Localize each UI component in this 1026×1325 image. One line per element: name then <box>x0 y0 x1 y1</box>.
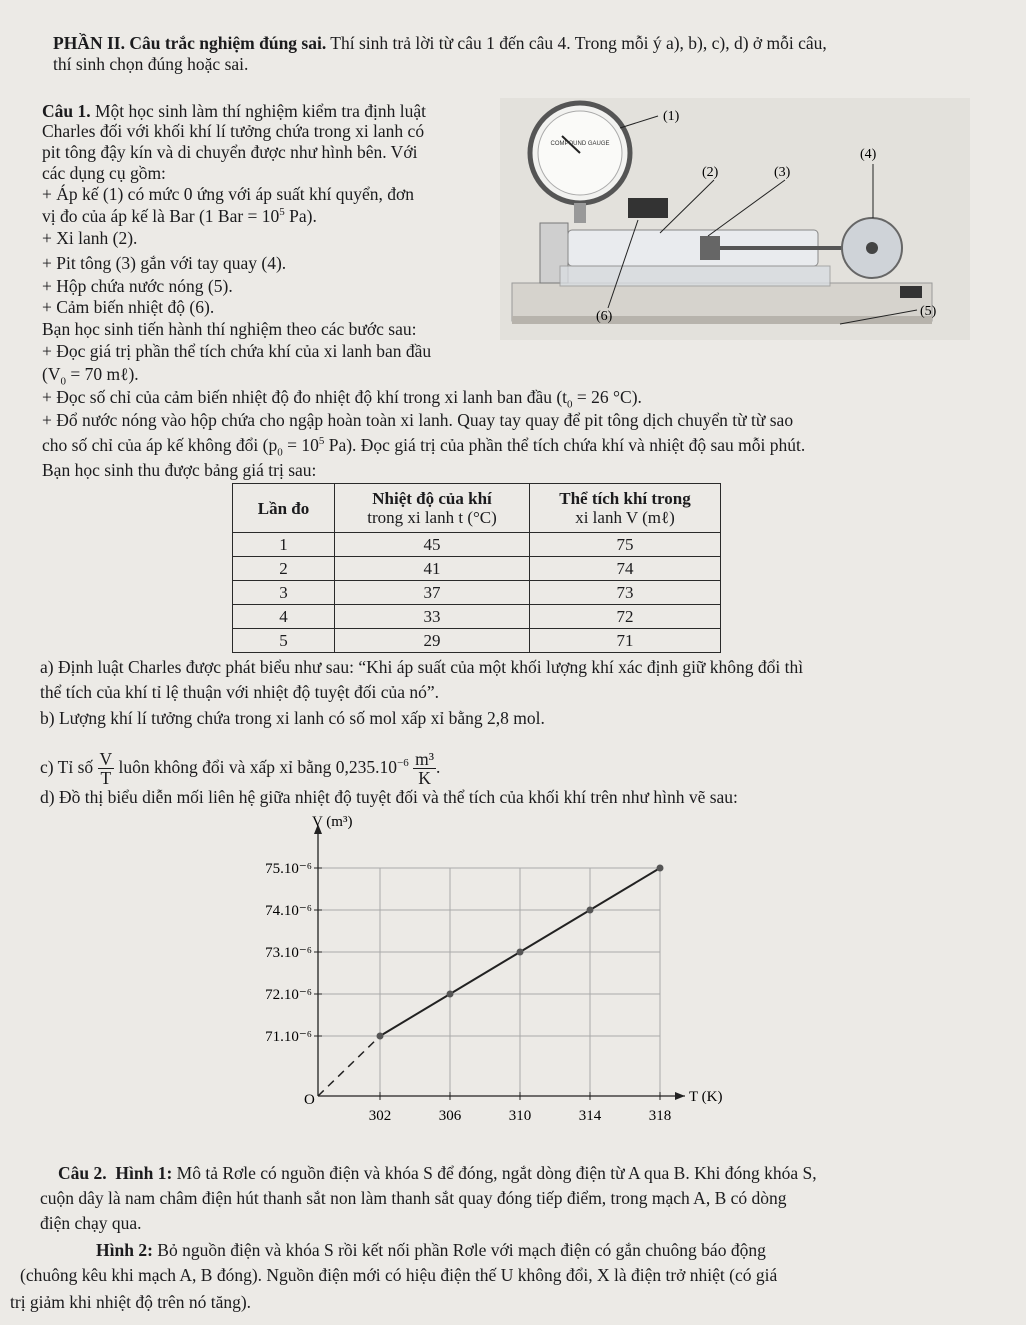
q2-line-6: trị giảm khi nhiệt độ trên nó tăng). <box>10 1292 252 1312</box>
data-table <box>232 483 721 653</box>
eq-ten: = 10 <box>282 435 319 455</box>
y-tick-label-73: 73.10⁻⁶ <box>265 945 312 961</box>
fraction-m3-over-k <box>413 750 436 787</box>
q1-line-14 <box>42 387 642 411</box>
x-tick-label-310: 310 <box>508 1108 532 1124</box>
statement-a-line-1 <box>40 657 803 677</box>
q2-line-5: (chuông kêu khi mạch A, B đóng). Nguồn điện mới có hiệu điện thế U không đổi, X là điện trở nhiệt (có giá <box>20 1265 778 1285</box>
piston <box>700 236 720 260</box>
data-point-310 <box>517 949 524 956</box>
crank-hub <box>866 242 878 254</box>
water-box <box>560 266 830 286</box>
base-platform <box>512 283 932 321</box>
label-1: (1) <box>663 109 680 124</box>
x-axis-arrow <box>675 1092 685 1100</box>
x-tick-label-314: 314 <box>578 1108 602 1124</box>
q1-line-2: Charles đối với khối khí lí tưởng chứa trong xi lanh có <box>42 121 425 141</box>
x-axis-label: T (K) <box>689 1089 723 1105</box>
q1-line-12: + Đọc giá trị phần thể tích chứa khí của xi lanh ban đầu <box>42 341 432 361</box>
header-temperature-line-2: trong xi lanh t (°C) <box>367 508 497 527</box>
extrapolation-dashed-line <box>318 1036 380 1096</box>
apparatus-figure <box>500 98 970 340</box>
frac-numerator-m3: m³ <box>415 749 435 770</box>
statement-a-line-2: thể tích của khí tỉ lệ thuận với nhiệt độ tuyệt đối của nó”. <box>40 682 440 702</box>
p0-tail: Pa). Đọc giá trị của phần thể tích chứa khí và nhiệt độ sau mỗi phút. <box>324 435 806 455</box>
header-measurement: Lần đo <box>233 484 335 533</box>
table-row <box>233 581 721 605</box>
y-axis-label: V (m³) <box>312 814 353 830</box>
cell-index: 2 <box>233 557 335 581</box>
q2-line-4 <box>96 1240 766 1260</box>
statement-c-pre: c) Tỉ số <box>40 757 94 777</box>
cell-index: 5 <box>233 629 335 653</box>
label-3: (3) <box>774 165 791 180</box>
cell-temperature: 37 <box>335 581 530 605</box>
cell-volume: 75 <box>530 533 721 557</box>
p0-text: cho số chỉ của áp kế không đổi (p <box>42 435 278 455</box>
header-volume <box>530 484 721 533</box>
part-header-line-2: thí sinh chọn đúng hoặc sai. <box>53 54 249 74</box>
cell-index: 4 <box>233 605 335 629</box>
cell-temperature: 33 <box>335 605 530 629</box>
q1-line-7: + Xi lanh (2). <box>42 228 138 248</box>
cell-temperature: 45 <box>335 533 530 557</box>
x-tick-label-306: 306 <box>438 1108 462 1124</box>
statement-c: c) Tỉ số $\frac{V}{T}$ luôn không đổi và xấp xỉ bằng $0,235.10^{-6}$ $\frac{\text{m³}}{K}$ . <box>40 749 441 789</box>
cell-index: 3 <box>233 581 335 605</box>
q1-label: Câu 1. <box>42 101 91 121</box>
table-row <box>233 629 721 653</box>
statement-d: d) Đồ thị biểu diễn mối liên hệ giữa nhiệt độ tuyệt đối và thể tích của khối khí trên như hình vẽ sau: <box>40 787 738 807</box>
q2-line-1 <box>58 1163 817 1183</box>
label-4: (4) <box>860 147 877 162</box>
q1-line-16 <box>42 435 806 459</box>
sub-0: 0 <box>277 446 283 459</box>
q2-line-3: điện chạy qua. <box>40 1213 142 1233</box>
header-temperature <box>335 484 530 533</box>
frac-denominator-t: T <box>100 768 112 789</box>
part-title: PHẦN II. Câu trắc nghiệm đúng sai. <box>53 33 327 53</box>
sub-0: 0 <box>60 375 66 388</box>
sub-0: 0 <box>567 398 573 411</box>
q1-line-6 <box>42 206 317 226</box>
v0-open: (V <box>42 364 61 384</box>
volume-temperature-chart <box>240 810 760 1130</box>
q1-text-1: Một học sinh làm thí nghiệm kiểm tra định luật <box>90 101 426 121</box>
sup-5: 5 <box>318 435 325 448</box>
header-volume-line-2: xi lanh V (mℓ) <box>575 508 675 527</box>
x-tick-label-302: 302 <box>368 1108 392 1124</box>
q2-figure2-label: Hình 2: <box>96 1240 153 1260</box>
frac-numerator-v: V <box>99 749 113 770</box>
q1-line-13 <box>42 364 139 388</box>
data-point-318 <box>657 865 664 872</box>
bar-unit-text: vị đo của áp kế là Bar (1 Bar = 10 <box>42 206 280 226</box>
table-header-row <box>233 484 721 533</box>
part-header-line-1 <box>53 33 827 53</box>
data-point-314 <box>587 907 594 914</box>
t0-text: + Đọc số chỉ của cảm biến nhiệt độ đo nhiệt độ khí trong xi lanh ban đầu (t <box>42 387 568 407</box>
base-edge <box>512 316 932 324</box>
header-volume-line-1: Thể tích khí trong <box>559 489 691 508</box>
q1-line-15: + Đổ nước nóng vào hộp chứa cho ngập hoàn toàn xi lanh. Quay tay quay để pit tông dịch chuyển từ từ sao <box>42 410 794 430</box>
cell-temperature: 29 <box>335 629 530 653</box>
table-row <box>233 605 721 629</box>
statement-b: b) Lượng khí lí tưởng chứa trong xi lanh có số mol xấp xỉ bằng 2,8 mol. <box>40 708 545 728</box>
table-row <box>233 533 721 557</box>
cell-volume: 74 <box>530 557 721 581</box>
bar-unit-tail: Pa). <box>284 206 317 226</box>
cell-index: 1 <box>233 533 335 557</box>
origin-label: O <box>304 1092 315 1108</box>
table-row <box>233 557 721 581</box>
statement-a-text: a) Định luật Charles được phát biểu như sau: “Khi áp suất của một khối lượng khí xác định giữ không đổi thì <box>40 657 804 677</box>
q1-line-1 <box>42 101 426 121</box>
data-point-302 <box>377 1033 384 1040</box>
q1-line-10: + Cảm biến nhiệt độ (6). <box>42 297 215 317</box>
q2-label: Câu 2. <box>58 1163 107 1183</box>
q1-line-5: + Áp kế (1) có mức 0 ứng với áp suất khí quyển, đơn <box>42 184 415 204</box>
v0-tail: = 70 mℓ). <box>65 364 139 384</box>
q1-line-9: + Hộp chứa nước nóng (5). <box>42 276 233 296</box>
temperature-display <box>628 198 668 218</box>
fraction-v-over-t <box>98 750 115 787</box>
q1-line-11: Bạn học sinh tiến hành thí nghiệm theo các bước sau: <box>42 319 417 339</box>
statement-c-mid: luôn không đổi và xấp xỉ bằng 0,235.10 <box>118 757 398 777</box>
header-temperature-line-1: Nhiệt độ của khí <box>372 489 492 508</box>
exp-minus-6: −6 <box>397 757 409 770</box>
t0-tail: = 26 °C). <box>572 387 642 407</box>
q2-text-4: Bỏ nguồn điện và khóa S rồi kết nối phần Rơle với mạch điện có gắn chuông báo động <box>152 1240 766 1260</box>
sup-5: 5 <box>279 206 285 219</box>
q2-text-1: Mô tả Rơle có nguồn điện và khóa S để đóng, ngắt dòng điện từ A qua B. Khi đóng khóa S, <box>172 1163 817 1183</box>
q2-figure1-label: Hình 1: <box>115 1163 173 1183</box>
y-tick-label-72: 72.10⁻⁶ <box>265 987 312 1003</box>
gauge-stem <box>574 203 586 223</box>
cell-volume: 73 <box>530 581 721 605</box>
label-2: (2) <box>702 165 719 180</box>
label-5: (5) <box>920 304 937 319</box>
q1-line-17: Bạn học sinh thu được bảng giá trị sau: <box>42 460 317 480</box>
knob <box>900 286 922 298</box>
gauge-label: COMPOUND GAUGE <box>550 141 610 147</box>
label-6: (6) <box>596 309 613 324</box>
frac-denominator-k: K <box>418 768 431 789</box>
q2-line-2: cuộn dây là nam châm điện hút thanh sắt non làm thanh sắt quay đóng tiếp điểm, trong mạch A, B có dòng <box>40 1188 787 1208</box>
q1-line-4: các dụng cụ gồm: <box>42 163 166 183</box>
y-tick-label-74: 74.10⁻⁶ <box>265 903 312 919</box>
part-instructions: Thí sinh trả lời từ câu 1 đến câu 4. Trong mỗi ý a), b), c), d) ở mỗi câu, <box>326 33 827 53</box>
data-point-306 <box>447 991 454 998</box>
y-tick-label-71: 71.10⁻⁶ <box>265 1029 312 1045</box>
x-tick-label-318: 318 <box>648 1108 672 1124</box>
cell-volume: 71 <box>530 629 721 653</box>
q1-line-8: + Pit tông (3) gắn với tay quay (4). <box>42 253 287 273</box>
y-tick-label-75: 75.10⁻⁶ <box>265 861 312 877</box>
cell-temperature: 41 <box>335 557 530 581</box>
cell-volume: 72 <box>530 605 721 629</box>
q1-line-3: pit tông đậy kín và di chuyển được như hình bên. Với <box>42 142 418 162</box>
